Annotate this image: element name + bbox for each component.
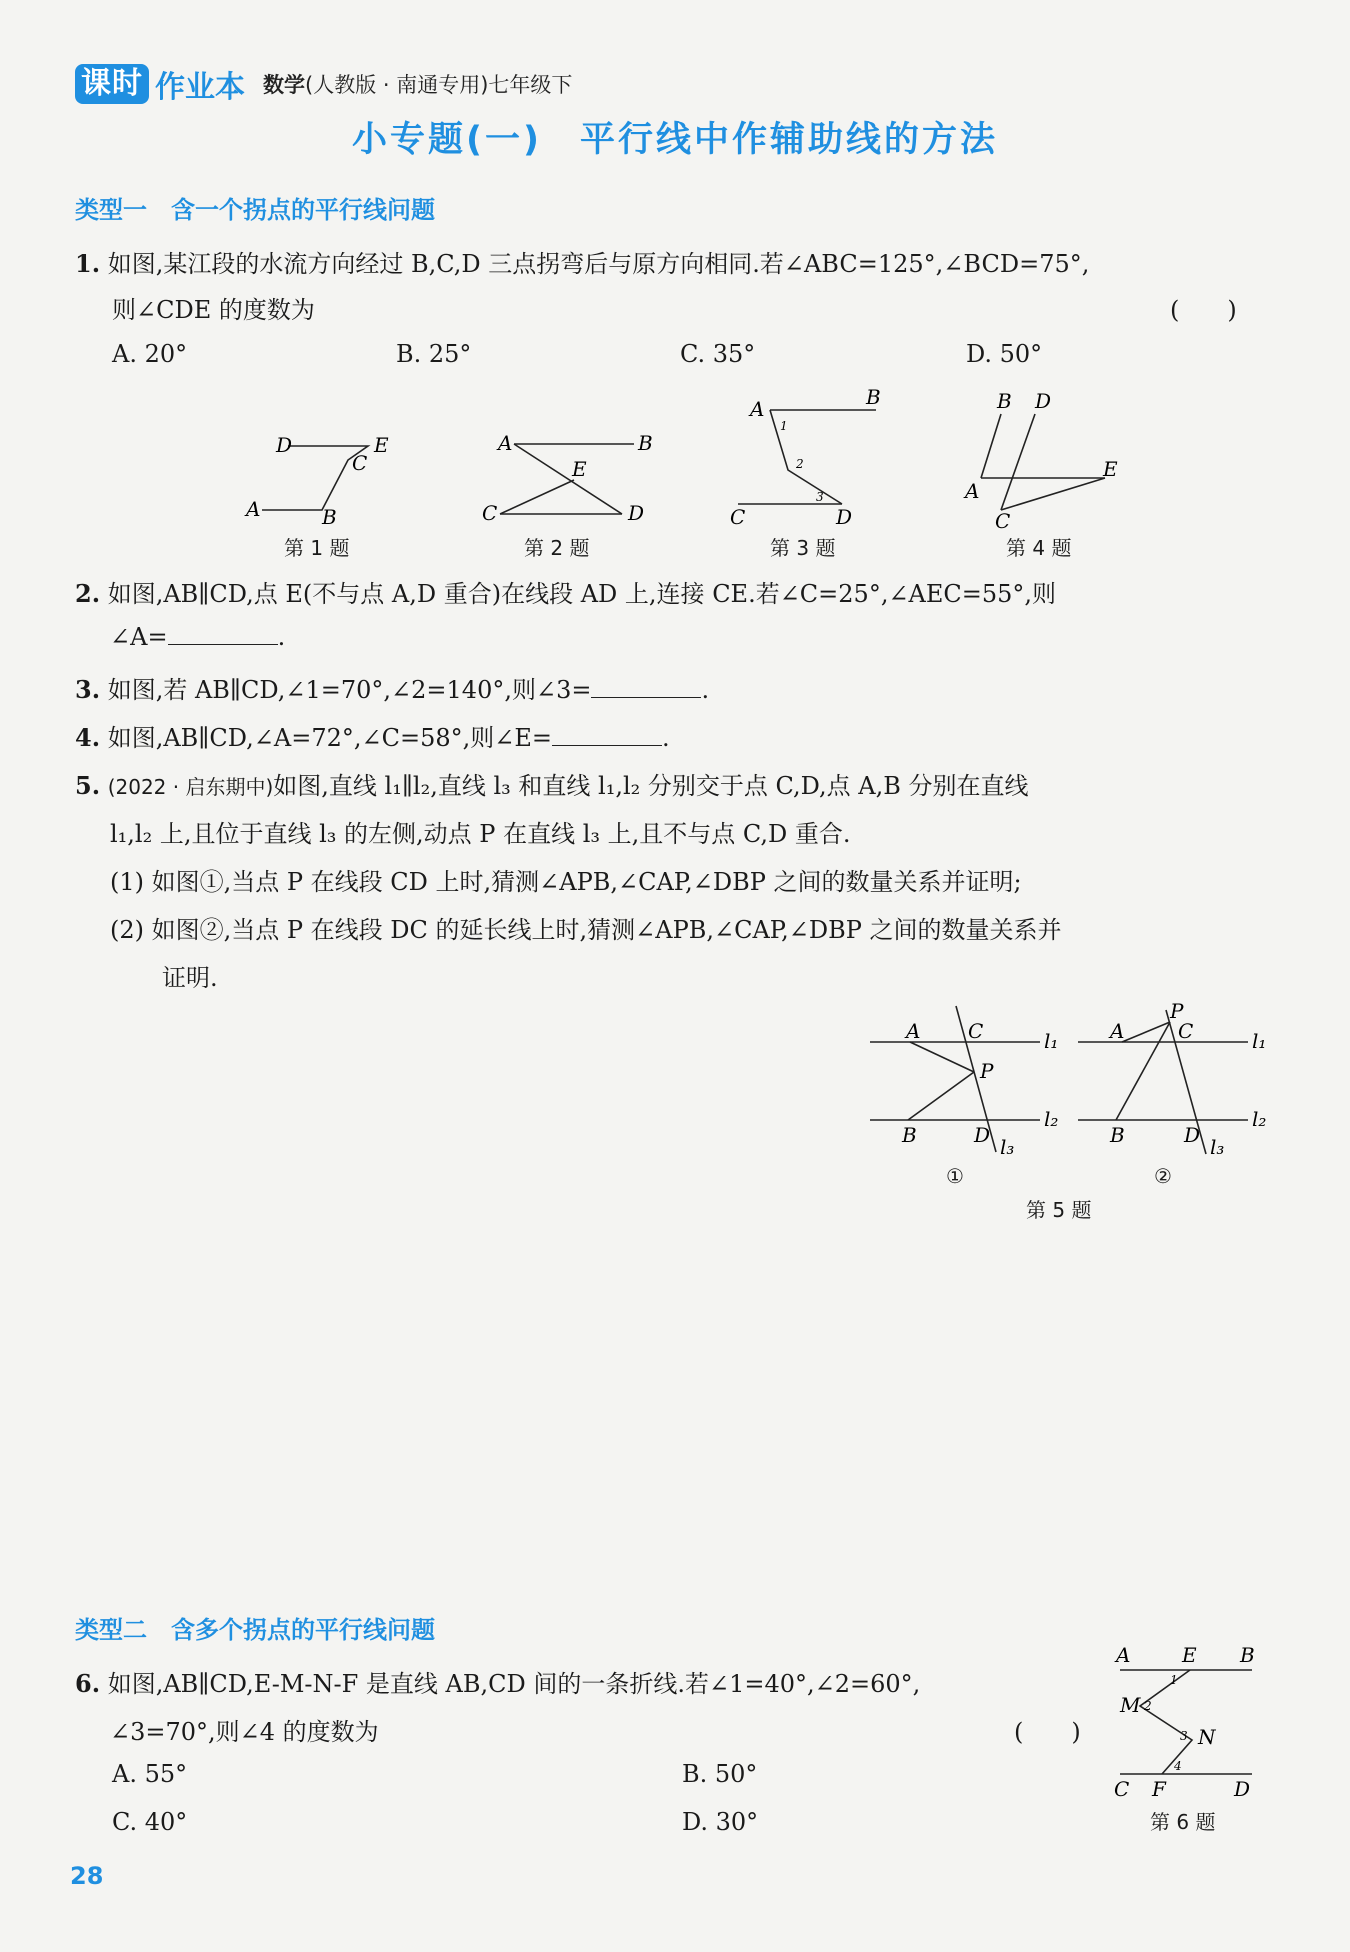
f3-angle-1: 1 xyxy=(780,419,788,433)
f2-label-e: E xyxy=(572,457,587,481)
figure-3-caption: 第 3 题 xyxy=(770,536,836,560)
q1-option-b: B. 25° xyxy=(396,340,472,368)
f5b-label-l3: l₃ xyxy=(1210,1135,1225,1159)
q4-line xyxy=(75,718,670,753)
f4-label-a: A xyxy=(965,479,980,503)
f6-label-e: E xyxy=(1182,1644,1197,1667)
q5-line1 xyxy=(75,766,1029,801)
f5a-label-c: C xyxy=(968,1019,984,1043)
section-heading-2: 类型二 含多个拐点的平行线问题 xyxy=(75,1616,435,1644)
figure-6-caption: 第 6 题 xyxy=(1150,1810,1216,1834)
f3-label-a: A xyxy=(750,397,765,421)
q2-text1: 如图,AB∥CD,点 E(不与点 A,D 重合)在线段 AD 上,连接 CE.若∠C=25°,∠AEC=55°,则 xyxy=(107,580,1057,608)
figure-5-1 xyxy=(866,1004,1066,1164)
f5b-label-l1: l₁ xyxy=(1252,1029,1267,1053)
f5b-label-p: P xyxy=(1170,999,1184,1023)
figure-5-2 xyxy=(1074,996,1274,1164)
q4-end: . xyxy=(661,724,670,752)
f4-label-d: D xyxy=(1035,389,1052,413)
q1-option-d: D. 50° xyxy=(966,340,1043,368)
f1-label-b: B xyxy=(322,505,337,529)
figure-1 xyxy=(240,420,400,530)
q4-number: 4. xyxy=(75,723,101,752)
f2-label-b: B xyxy=(638,431,653,455)
q6-option-d: D. 30° xyxy=(682,1808,759,1836)
f6-label-m: M xyxy=(1120,1693,1141,1717)
q2-text2-end: . xyxy=(277,623,286,651)
q1-text1: 如图,某江段的水流方向经过 B,C,D 三点拐弯后与原方向相同.若∠ABC=125°,∠BCD=75°, xyxy=(107,250,1090,278)
figure-2 xyxy=(470,420,660,530)
q5-number: 5. xyxy=(75,771,101,800)
figure-6 xyxy=(1104,1644,1260,1802)
f5a-label-l1: l₁ xyxy=(1044,1029,1059,1053)
f5b-label-d: D xyxy=(1184,1123,1201,1147)
f5a-label-b: B xyxy=(902,1123,917,1147)
q1-line1 xyxy=(75,244,1089,279)
q5-sub1: (1) 如图①,当点 P 在线段 CD 上时,猜测∠APB,∠CAP,∠DBP 之间的数量关系并证明; xyxy=(110,868,1022,896)
page-title: 小专题(一) 平行线中作辅助线的方法 xyxy=(352,120,998,160)
f1-label-e: E xyxy=(374,433,389,457)
f5b-label-b: B xyxy=(1110,1123,1125,1147)
f1-label-d: D xyxy=(276,433,293,457)
q2-line2 xyxy=(110,622,285,651)
page-number: 28 xyxy=(70,1862,104,1890)
figure-2-caption: 第 2 题 xyxy=(524,536,590,560)
figure-3 xyxy=(720,386,900,532)
figure-4 xyxy=(955,386,1135,532)
q2-answer-blank[interactable] xyxy=(168,622,278,645)
q6-line1 xyxy=(75,1664,920,1699)
f5a-label-l3: l₃ xyxy=(1000,1135,1015,1159)
f5b-label-a: A xyxy=(1110,1019,1125,1043)
f5a-label-l2: l₂ xyxy=(1044,1107,1059,1131)
f5b-label-c: C xyxy=(1178,1019,1194,1043)
f6-label-f: F xyxy=(1152,1777,1166,1801)
figure-5-2-caption: ② xyxy=(1154,1164,1172,1188)
brand-title: 作业本 xyxy=(155,70,245,105)
f6-angle-2: 2 xyxy=(1144,1699,1152,1713)
f4-label-e: E xyxy=(1103,457,1118,481)
header xyxy=(75,62,572,106)
f5b-label-l2: l₂ xyxy=(1252,1107,1267,1131)
f4-label-c: C xyxy=(995,509,1011,532)
q3-answer-blank[interactable] xyxy=(591,675,701,698)
figure-4-caption: 第 4 题 xyxy=(1006,536,1072,560)
f6-label-a: A xyxy=(1116,1644,1131,1667)
q1-line2: 则∠CDE 的度数为 xyxy=(112,296,315,324)
q2-line1 xyxy=(75,574,1056,609)
f3-label-b: B xyxy=(866,386,881,409)
q6-answer-paren: ( ) xyxy=(1014,1718,1081,1746)
logo: 课时 xyxy=(75,64,149,104)
q6-number: 6. xyxy=(75,1669,101,1698)
f5a-label-a: A xyxy=(906,1019,921,1043)
q5-sub2: (2) 如图②,当点 P 在线段 DC 的延长线上时,猜测∠APB,∠CAP,∠DBP 之间的数量关系并 xyxy=(110,916,1062,944)
q2-number: 2. xyxy=(75,579,101,608)
q5-text1: 如图,直线 l₁∥l₂,直线 l₃ 和直线 l₁,l₂ 分别交于点 C,D,点 A,B 分别在直线 xyxy=(273,772,1029,800)
f6-angle-1: 1 xyxy=(1170,1673,1178,1687)
q6-text1: 如图,AB∥CD,E-M-N-F 是直线 AB,CD 间的一条折线.若∠1=40°,∠2=60°, xyxy=(107,1670,921,1698)
q1-number: 1. xyxy=(75,249,101,278)
f6-label-b: B xyxy=(1240,1644,1255,1667)
q3-text: 如图,若 AB∥CD,∠1=70°,∠2=140°,则∠3= xyxy=(107,676,592,704)
f6-angle-4: 4 xyxy=(1174,1759,1182,1773)
q3-end: . xyxy=(701,676,710,704)
f4-label-b: B xyxy=(997,389,1012,413)
f1-label-c: C xyxy=(352,451,368,475)
q3-number: 3. xyxy=(75,675,101,704)
f2-label-c: C xyxy=(482,501,498,525)
f2-label-a: A xyxy=(498,431,513,455)
f6-label-c: C xyxy=(1114,1777,1130,1801)
q5-sub2b: 证明. xyxy=(162,964,218,992)
subject-info xyxy=(263,69,572,99)
subject-rest: (人教版 · 南通专用)七年级下 xyxy=(305,73,573,97)
q3-line xyxy=(75,670,709,705)
q6-option-c: C. 40° xyxy=(112,1808,188,1836)
q5-line2: l₁,l₂ 上,且位于直线 l₃ 的左侧,动点 P 在直线 l₃ 上,且不与点 C,D 重合. xyxy=(110,820,851,848)
f5a-label-p: P xyxy=(980,1059,994,1083)
q2-text2: ∠A= xyxy=(110,623,168,651)
figure-5-1-caption: ① xyxy=(946,1164,964,1188)
figure-1-caption: 第 1 题 xyxy=(284,536,350,560)
f3-label-c: C xyxy=(730,505,746,529)
f6-label-n: N xyxy=(1198,1725,1216,1749)
subject-bold: 数学 xyxy=(263,73,305,97)
section-heading-1: 类型一 含一个拐点的平行线问题 xyxy=(75,196,435,224)
q6-option-b: B. 50° xyxy=(682,1760,758,1788)
f6-angle-3: 3 xyxy=(1180,1729,1188,1743)
f3-angle-3: 3 xyxy=(816,490,824,504)
q1-answer-paren: ( ) xyxy=(1170,296,1237,324)
q1-option-c: C. 35° xyxy=(680,340,756,368)
f3-label-d: D xyxy=(836,505,853,529)
q6-line2: ∠3=70°,则∠4 的度数为 xyxy=(110,1718,379,1746)
q5-source: (2022 · 启东期中) xyxy=(107,775,274,799)
f3-angle-2: 2 xyxy=(796,457,804,471)
f5a-label-d: D xyxy=(974,1123,991,1147)
f2-label-d: D xyxy=(628,501,645,525)
f6-label-d: D xyxy=(1234,1777,1251,1801)
figure-5-caption: 第 5 题 xyxy=(1026,1198,1092,1222)
q4-answer-blank[interactable] xyxy=(552,723,662,746)
q1-option-a: A. 20° xyxy=(112,340,188,368)
q4-text: 如图,AB∥CD,∠A=72°,∠C=58°,则∠E= xyxy=(107,724,552,752)
f1-label-a: A xyxy=(246,497,261,521)
q6-option-a: A. 55° xyxy=(112,1760,188,1788)
